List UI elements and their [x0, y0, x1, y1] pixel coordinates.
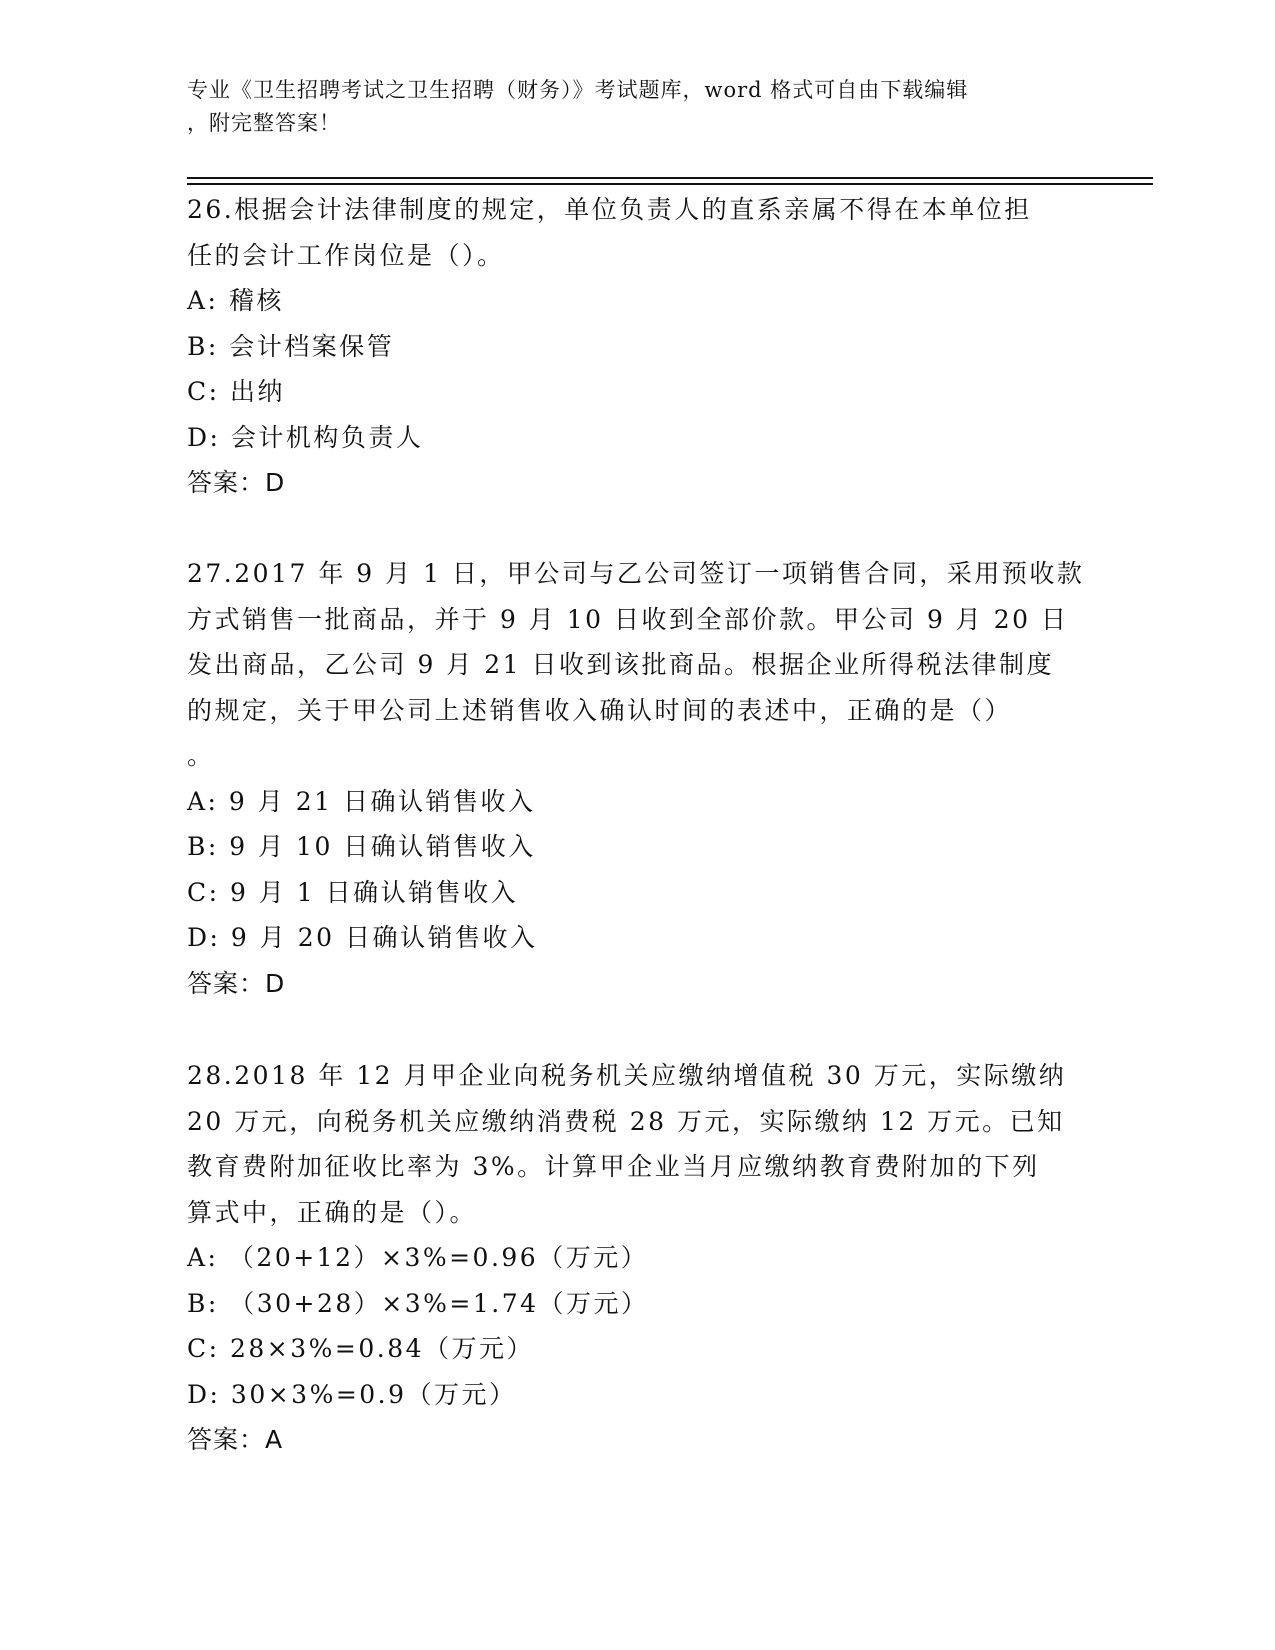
stem-line: 26.根据会计法律制度的规定，单位负责人的直系亲属不得在本单位担	[187, 195, 1032, 224]
option-d: D: 9 月 20 日确认销售收入	[187, 923, 538, 952]
option-b: B: 9 月 10 日确认销售收入	[187, 832, 536, 861]
question-26	[187, 187, 1087, 506]
stem-line: 20 万元，向税务机关应缴纳消费税 28 万元，实际缴纳 12 万元。已知	[187, 1106, 1065, 1136]
answer-label: 答案：D	[187, 968, 286, 998]
document-header	[187, 74, 1087, 140]
stem-line: 28.2018 年 12 月甲企业向税务机关应缴纳增值税 30 万元，实际缴纳	[187, 1061, 1067, 1090]
option-a: A: 9 月 21 日确认销售收入	[187, 786, 536, 816]
header-divider-top	[187, 177, 1153, 179]
option-c: C: 出纳	[187, 377, 285, 406]
stem-line: 任的会计工作岗位是（）。	[187, 240, 505, 270]
question-27	[187, 551, 1087, 1006]
question-stem	[187, 1053, 1087, 1235]
header-divider-bottom	[187, 183, 1153, 185]
question-stem	[187, 187, 1087, 278]
header-line-1: 专业《卫生招聘考试之卫生招聘（财务）》考试题库，word 格式可自由下载编辑	[187, 78, 969, 102]
stem-line: 的规定，关于甲公司上述销售收入确认时间的表述中，正确的是（）	[187, 695, 1013, 725]
option-c: C: 9 月 1 日确认销售收入	[187, 877, 519, 907]
stem-line: 教育费附加征收比率为 3%。计算甲企业当月应缴纳教育费附加的下列	[187, 1152, 1040, 1181]
header-line-2: ，附完整答案！	[187, 111, 341, 135]
option-a: A: 稽核	[187, 286, 284, 315]
stem-line: 发出商品，乙公司 9 月 21 日收到该批商品。根据企业所得税法律制度	[187, 650, 1055, 679]
stem-line: 方式销售一批商品，并于 9 月 10 日收到全部价款。甲公司 9 月 20 日	[187, 604, 1069, 634]
stem-line: 27.2017 年 9 月 1 日，甲公司与乙公司签订一项销售合同，采用预收款	[187, 559, 1085, 588]
option-d: D: 30×3%=0.9（万元）	[187, 1379, 517, 1409]
stem-line: 。	[187, 741, 215, 770]
answer-label: 答案：A	[187, 1425, 284, 1454]
option-c: C: 28×3%=0.84（万元）	[187, 1334, 535, 1363]
question-28	[187, 1053, 1087, 1463]
stem-line: 算式中，正确的是（）。	[187, 1197, 478, 1227]
option-a: A: （20+12）×3%=0.96（万元）	[187, 1243, 649, 1272]
option-b: B: （30+28）×3%=1.74（万元）	[187, 1288, 649, 1318]
answer-label: 答案：D	[187, 468, 286, 497]
question-stem	[187, 551, 1087, 779]
option-d: D: 会计机构负责人	[187, 422, 424, 452]
option-b: B: 会计档案保管	[187, 331, 395, 361]
